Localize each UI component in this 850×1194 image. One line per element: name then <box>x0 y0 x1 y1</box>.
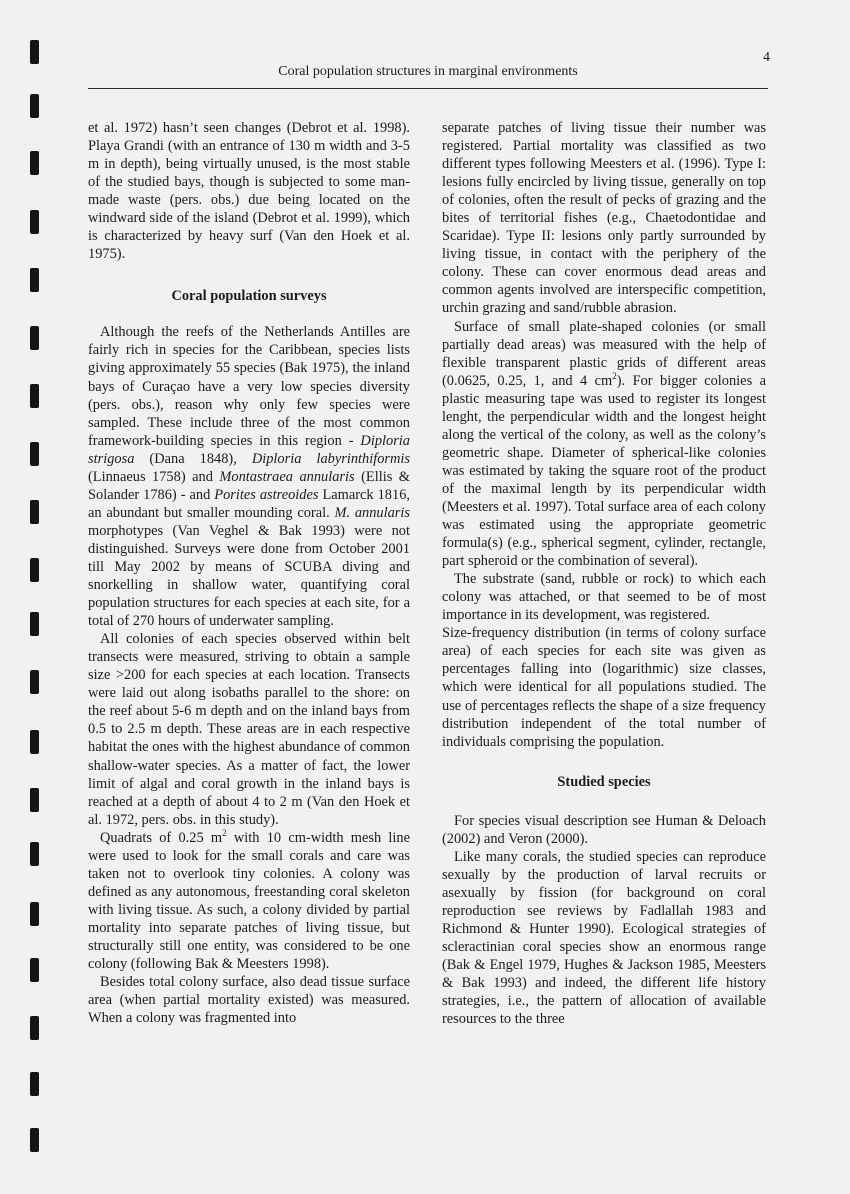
paragraph: et al. 1972) hasn’t seen changes (Debrot et al. 1998). Playa Grandi (with an entrance of 130 m width and 3-5 m in depth), being virtually unused, is the most stable of the studied bays, though is subjected to some man-made waste (pers. obs.) due being located on the windward side of the island (Debrot et al. 1999), which is characterized by heavy surf (Van den Hoek et al. 1975). <box>88 120 410 263</box>
binder-hole <box>30 442 39 466</box>
binder-hole <box>30 1072 39 1096</box>
binder-hole <box>30 612 39 636</box>
binder-hole <box>30 210 39 234</box>
running-title: Coral population structures in marginal environments <box>278 64 578 79</box>
species-name: Diploria labyrinthiformis <box>251 450 411 467</box>
section-heading-studied-species: Studied species <box>557 773 651 790</box>
binder-hole <box>30 151 39 175</box>
binder-hole <box>30 268 39 292</box>
species-name: Porites astreoides <box>214 486 319 503</box>
binder-hole <box>30 326 39 350</box>
species-name: Diploria strigosa <box>88 432 410 467</box>
binder-hole <box>30 1128 39 1152</box>
binder-hole <box>30 730 39 754</box>
binder-hole <box>30 1016 39 1040</box>
page-number: 4 <box>763 50 770 65</box>
binder-hole <box>30 384 39 408</box>
binder-hole <box>30 558 39 582</box>
header-rule <box>88 88 768 89</box>
binder-hole <box>30 500 39 524</box>
species-name: M. annularis <box>334 504 411 521</box>
paragraph: Like many corals, the studied species can reproduce sexually by the production of larval recruits or asexually by fission (for background on coral reproduction see reviews by Fadlallah 1983 and Richmond & Hunter 1990). Ecological strategies of scleractinian coral species show an enormous range (Bak & Engel 1979, Hughes & Jackson 1985, Meesters & Bak 1993) and indeed, the different life history strategies, i.e., the pattern of allocation of available resources to the three <box>442 848 766 1028</box>
binder-hole <box>30 670 39 694</box>
binder-hole <box>30 902 39 926</box>
paragraph: All colonies of each species observed within belt transects were measured, striving to obtain a sample size >200 for each species at each location. Transects were laid out along isobaths parallel to the shore: on the reef about 5-6 m depth and on the inland bays from 0.5 to 2.5 m depth. These areas are in each respective habitat the ones with the highest abundance of common shallow-water species. As a matter of fact, the lower limit of algal and coral growth in the inland bays is reached at a depth of about 4 to 2 m (Van den Hoek et al. 1972, pers. obs. in this study). <box>88 631 410 828</box>
binder-hole <box>30 94 39 118</box>
binder-hole <box>30 958 39 982</box>
section-heading-coral-population-surveys: Coral population surveys <box>171 288 327 305</box>
paragraph: Besides total colony surface, also dead tissue surface area (when partial mortality existed) was measured. When a colony was fragmented into <box>88 974 410 1027</box>
paragraph: Although the reefs of the Netherlands Antilles are fairly rich in species for the Caribbean, species lists giving approximately 55 species (Bak 1975), the inland bays of Curaçao have a very low species diversity (pers. obs.), reason why only few species were sampled. These include three of the most common framework-building species in this region - Diploria strigosa (Dana 1848), Diploria labyrinthiformis (Linnaeus 1758) and Montastraea annularis (Ellis & Solander 1786) - and Porites astreoides Lamarck 1816, an abundant but smaller mounding coral. M. annularis morphotypes (Van Veghel & Bak 1993) were not distinguished. Surveys were done from October 2001 till May 2002 by means of SCUBA diving and snorkelling in shallow water, quantifying coral population structures for each species at each site, for a total of 270 hours of underwater sampling. <box>88 324 411 630</box>
right-column <box>442 119 766 1028</box>
paragraph: For species visual description see Human & Deloach (2002) and Veron (2000). <box>442 812 766 847</box>
paragraph: Size-frequency distribution (in terms of colony surface area) of each species for each site was given as percentages falling into (logarithmic) size classes, which were identical for all populations studied. The use of percentages reflects the shape of a size frequency distribution independent of the total number of individuals comprising the population. <box>442 625 766 750</box>
paragraph: Quadrats of 0.25 $m^2$ with 10 cm-width mesh line were used to look for the small corals and care was taken not to overlook tiny colonies. A colony was defined as any autonomous, freestanding coral skeleton with living tissue. As such, a colony divided by partial mortality into separate patches of living tissue, but structurally still one entity, was considered to be one colony (following Bak & Meesters 1998). <box>88 827 411 973</box>
species-name: Montastraea annularis <box>219 468 355 485</box>
binder-hole <box>30 788 39 812</box>
binder-hole <box>30 40 39 64</box>
paragraph: The substrate (sand, rubble or rock) to which each colony was attached, or that seemed to be of most importance in its development, was registered. <box>442 571 766 624</box>
paragraph: separate patches of living tissue their number was registered. Partial mortality was classified as two different types following Meesters et al. (1996). Type I: lesions fully encircled by living tissue, generally on top of colonies, often the result of pecks of grazing and the bites of territorial fishes (e.g., Chaetodontidae and Scaridae). Type II: lesions only partly surrounded by living tissue, in contact with the periphery of the colony. These can cover enormous dead areas and common agents involved are interspecific competition, urchin grazing and sand/rubble abrasion. <box>442 120 766 317</box>
left-column <box>88 119 410 1027</box>
binder-hole <box>30 842 39 866</box>
paragraph: Surface of small plate-shaped colonies (or small partially dead areas) was measured with the help of flexible transparent plastic grids of different areas (0.0625, 0.25, 1, and 4 $cm^2$). For bigger colonies a plastic measuring tape was used to register its longest lenght, the perpendicular width and the longest height along the vertical of the colony, as well as the colony’s geometric shape. Diameter of spherical-like colonies was estimated by taking the square root of the product of the maximal length by its perpendicular width (Meesters et al. 1997). Total surface area of each colony was estimated using the appropriate geometric formula(s) (e.g., spherical segment, cylinder, rectangle, part spheroid or the combination of several). <box>442 318 766 570</box>
